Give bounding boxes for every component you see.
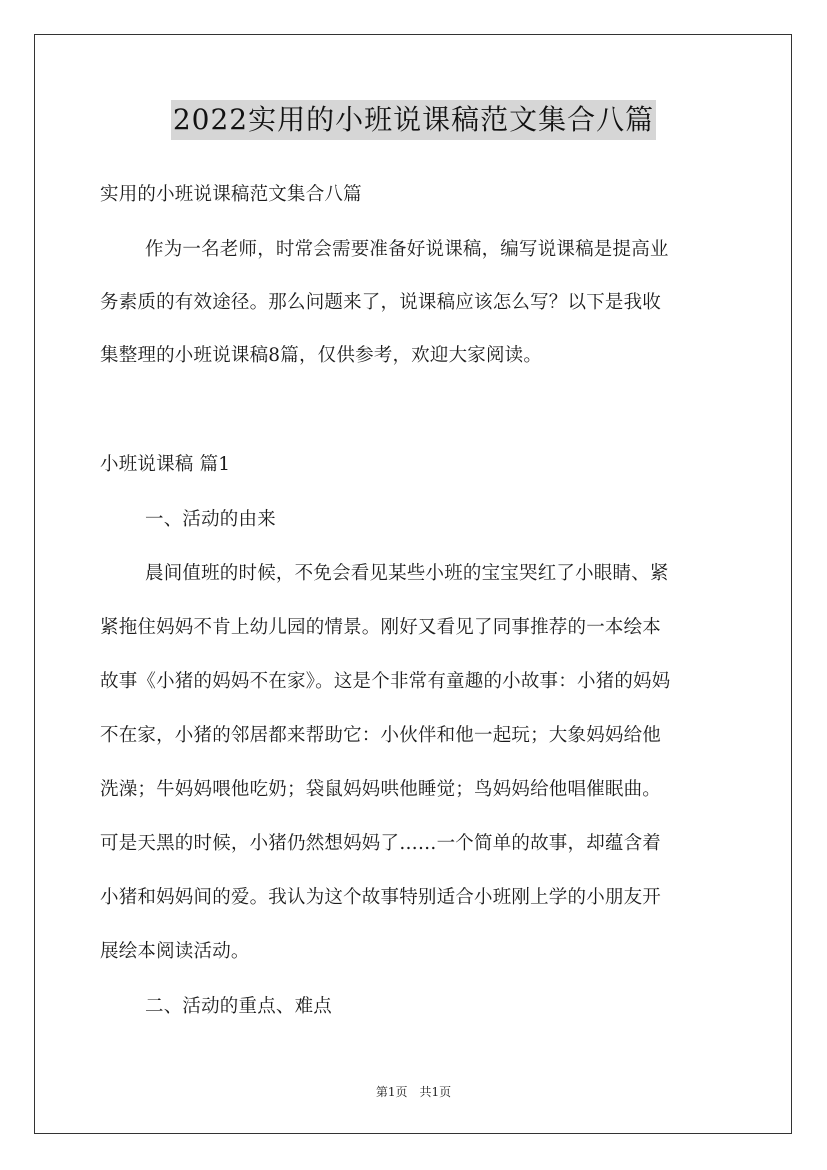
part1-line: 小猪和妈妈间的爱。我认为这个故事特别适合小班刚上学的小朋友开 [100,887,662,908]
part1-line: 展绘本阅读活动。 [100,941,250,962]
part1-line: 晨间值班的时候，不免会看见某些小班的宝宝哭红了小眼睛、紧 [145,563,669,584]
part2-heading: 二、活动的重点、难点 [145,996,333,1017]
part1-heading: 一、活动的由来 [145,509,276,530]
intro-line: 作为一名老师，时常会需要准备好说课稿，编写说课稿是提高业 [145,239,669,260]
part1-line: 可是天黑的时候，小猪仍然想妈妈了……一个简单的故事，却蕴含着 [100,833,662,854]
section-heading: 小班说课稿 篇1 [100,454,231,475]
document-title: 2022实用的小班说课稿范文集合八篇 [171,100,656,140]
page-footer: 第1页 共1页 [375,1085,452,1099]
part1-line: 不在家，小猪的邻居都来帮助它：小伙伴和他一起玩；大象妈妈给他 [100,725,662,746]
part1-line: 紧拖住妈妈不肯上幼儿园的情景。刚好又看见了同事推荐的一本绘本 [100,617,662,638]
document-subtitle: 实用的小班说课稿范文集合八篇 [100,184,362,205]
title-wrap [0,100,827,140]
part1-line: 故事《小猪的妈妈不在家》。这是个非常有童趣的小故事：小猪的妈妈 [100,671,671,692]
intro-line: 务素质的有效途径。那么问题来了，说课稿应该怎么写？以下是我收 [100,292,662,313]
part1-line: 洗澡；牛妈妈喂他吃奶；袋鼠妈妈哄他睡觉；鸟妈妈给他唱催眠曲。 [100,779,662,800]
intro-line: 集整理的小班说课稿8篇，仅供参考，欢迎大家阅读。 [100,345,543,366]
